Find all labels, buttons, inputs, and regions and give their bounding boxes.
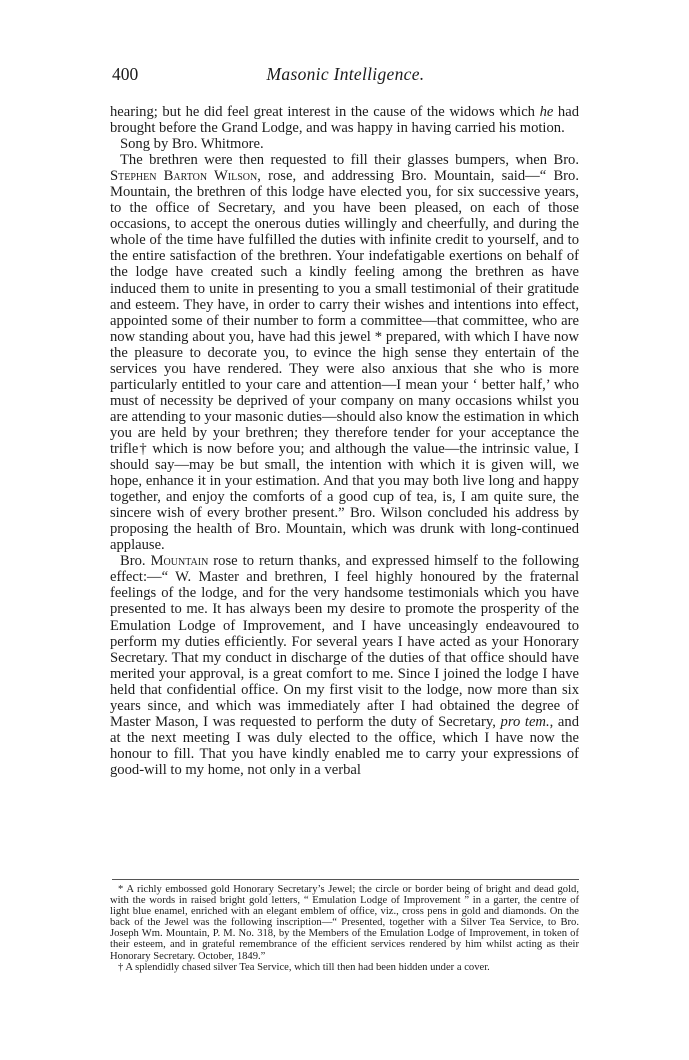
paragraph-continuation: hearing; but he did feel great interest in the cause of the widows which he had brought before the Grand Lodge, and was happy in having carried his motion. [110, 104, 579, 137]
paragraph-mountain-reply: Bro. Mountain rose to return thanks, and expressed himself to the following effect:—“ W. Master and brethren, I feel highly honoured by the fraternal feelings of the lodge, and for the very handsome testimonials which you have presented to me. It has always been my desire to promote the prosperity of the Emulation Lodge of Improvement, and I have unceasingly endeavoured to perform my duties efficiently. For several years I have acted as your Honorary Secretary. That my conduct in discharge of the duties of that office should have merited your approval, is a great comfort to me. Since I joined the lodge I have held that confidential office. On my first visit to the lodge, now more than six years since, and which was immediately after I had obtained the degree of Master Mason, I was requested to perform the duty of Secretary, pro tem., and at the next meeting I was duly elected to the office, which I have now the honour to fill. That you have kindly enabled me to carry your expressions of good-will to my home, not only in a verbal [110, 553, 580, 778]
page-header [112, 64, 579, 90]
page-number: 400 [112, 64, 139, 84]
paragraph-wilson-address: The brethren were then requested to fill their glasses bumpers, when Bro. Stephen Barton Wilson, rose, and addressing Bro. Mountain, said—“ Bro. Mountain, the brethren of this lodge have elected you, for six successive years, to the office of Secretary, and you have been pleased, on each of those occasions, to accept the onerous duties willingly and cheerfully, and during the whole of the time have fulfilled the duties with infinite credit to yourself, and to the entire satisfaction of the brethren. Your indefatigable exertions on behalf of the lodge have created such a kindly feeling among the brethren as have induced them to unite in presenting to you a small testimonial of their gratitude and esteem. They have, in order to carry their wishes and intentions into effect, appointed some of their number to form a committee—that committee, who are now standing about you, have had this jewel * prepared, with which I have now the pleasure to decorate you, to evince the high sense they entertain of the services you have rendered. They were also anxious that she who is more particularly entitled to your care and attention—I mean your ‘ better half,’ who must of necessity be deprived of your company on many occasions whilst you are attending to your masonic duties—should also know the estimation in which you are held by your brethren; they therefore tender for your acceptance the trifle† which is now before you; and although the value—the intrinsic value, I should say—may be but small, the intention with which it is given will, we hope, enhance it in your estimation. And that you may both live long and happy together, and enjoy the comforts of a good cup of tea, is, I am quite sure, the sincere wish of every brother present.” Bro. Wilson concluded his address by proposing the health of Bro. Mountain, which was drunk with long-continued applause. [110, 152, 579, 554]
footnotes [110, 884, 579, 973]
footnote-tea-service: † A splendidly chased silver Tea Service, which till then had been hidden under a cover. [118, 961, 490, 973]
paragraph-song: Song by Bro. Whitmore. [120, 136, 264, 153]
body-text [110, 104, 579, 778]
running-title: Masonic Intelligence. [266, 64, 425, 84]
speaker-name: Stephen Barton Wilson [110, 168, 258, 185]
footnote-divider [112, 879, 579, 880]
speaker-name: Mountain [150, 553, 209, 570]
footnote-jewel: * A richly embossed gold Honorary Secretary’s Jewel; the circle or border being of bright and dead gold, with the words in raised bright gold letters, “ Emulation Lodge of Improvement ” in a garter, the centre of light blue enamel, enriched with an elegant emblem of office, viz., cross pens in gold and diamonds. On the back of the Jewel was the following inscription—“ Presented, together with a Silver Tea Service, to Bro. Joseph Wm. Mountain, P. M. No. 318, by the Members of the Emulation Lodge of Improvement, in token of their esteem, and in grateful remembrance of the efficient services rendered by him whilst acting as their Honorary Secretary. October, 1849.” [110, 884, 579, 962]
